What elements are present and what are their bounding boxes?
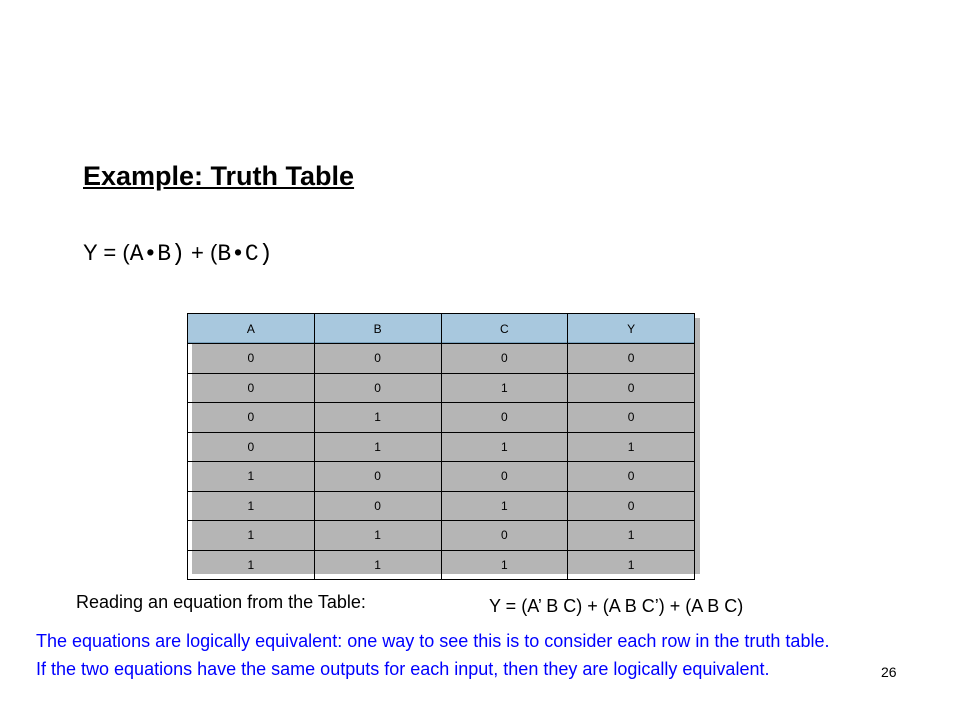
reading-equation-label: Reading an equation from the Table: (76, 592, 366, 612)
table-cell: 1 (568, 521, 695, 551)
table-row (188, 432, 695, 462)
table-cell: 0 (188, 344, 315, 374)
table-cell: 1 (188, 491, 315, 521)
table-cell: 1 (441, 432, 568, 462)
table-cell: 0 (568, 491, 695, 521)
table-cell: 1 (441, 491, 568, 521)
table-cell: 0 (314, 491, 441, 521)
table-cell: 1 (188, 462, 315, 492)
table-row (188, 491, 695, 521)
table-cell: 0 (441, 521, 568, 551)
equation-term-bc: B•C) (217, 241, 273, 267)
table-cell: 0 (314, 373, 441, 403)
table-cell: 1 (314, 550, 441, 580)
table-cell: 1 (314, 432, 441, 462)
boolean-equation (83, 240, 273, 267)
slide-title: Example: Truth Table (83, 161, 355, 191)
table-cell: 0 (568, 403, 695, 433)
equivalence-explanation: The equations are logically equivalent: one way to see this is to consider each row in the truth table. If the two equations have the same outputs for each input, then they are logically equivalent. (36, 631, 830, 679)
equation-term-ab: A•B) (129, 241, 185, 267)
table-cell: 0 (568, 344, 695, 374)
table-cell: 0 (188, 373, 315, 403)
table-cell: 0 (188, 403, 315, 433)
sum-of-products-equation: Y = (A’ B C) + (A B C’) + (A B C) (489, 596, 744, 616)
table-cell: 0 (568, 462, 695, 492)
header-cell-c: C (441, 314, 568, 344)
table-cell: 1 (441, 373, 568, 403)
table-cell: 0 (314, 344, 441, 374)
table-cell: 0 (441, 403, 568, 433)
truth-table (187, 313, 695, 580)
slide-number: 26 (881, 664, 897, 680)
table-cell: 0 (568, 373, 695, 403)
equation-plus: + ( (184, 240, 218, 265)
table-cell: 1 (441, 550, 568, 580)
table-cell: 1 (568, 550, 695, 580)
table-cell: 0 (314, 462, 441, 492)
equation-lhs: Y = ( (83, 240, 130, 265)
table-row (188, 403, 695, 433)
table-cell: 0 (188, 432, 315, 462)
table-row (188, 373, 695, 403)
table-cell: 1 (188, 550, 315, 580)
header-cell-y: Y (568, 314, 695, 344)
header-cell-b: B (314, 314, 441, 344)
header-cell-a: A (188, 314, 315, 344)
table-row (188, 344, 695, 374)
table-cell: 1 (568, 432, 695, 462)
table-row (188, 521, 695, 551)
table-cell: 0 (441, 462, 568, 492)
table-cell: 1 (314, 521, 441, 551)
table-cell: 1 (314, 403, 441, 433)
table-cell: 0 (441, 344, 568, 374)
table-cell: 1 (188, 521, 315, 551)
table-row (188, 462, 695, 492)
table-row (188, 550, 695, 580)
table-header-row (188, 314, 695, 344)
